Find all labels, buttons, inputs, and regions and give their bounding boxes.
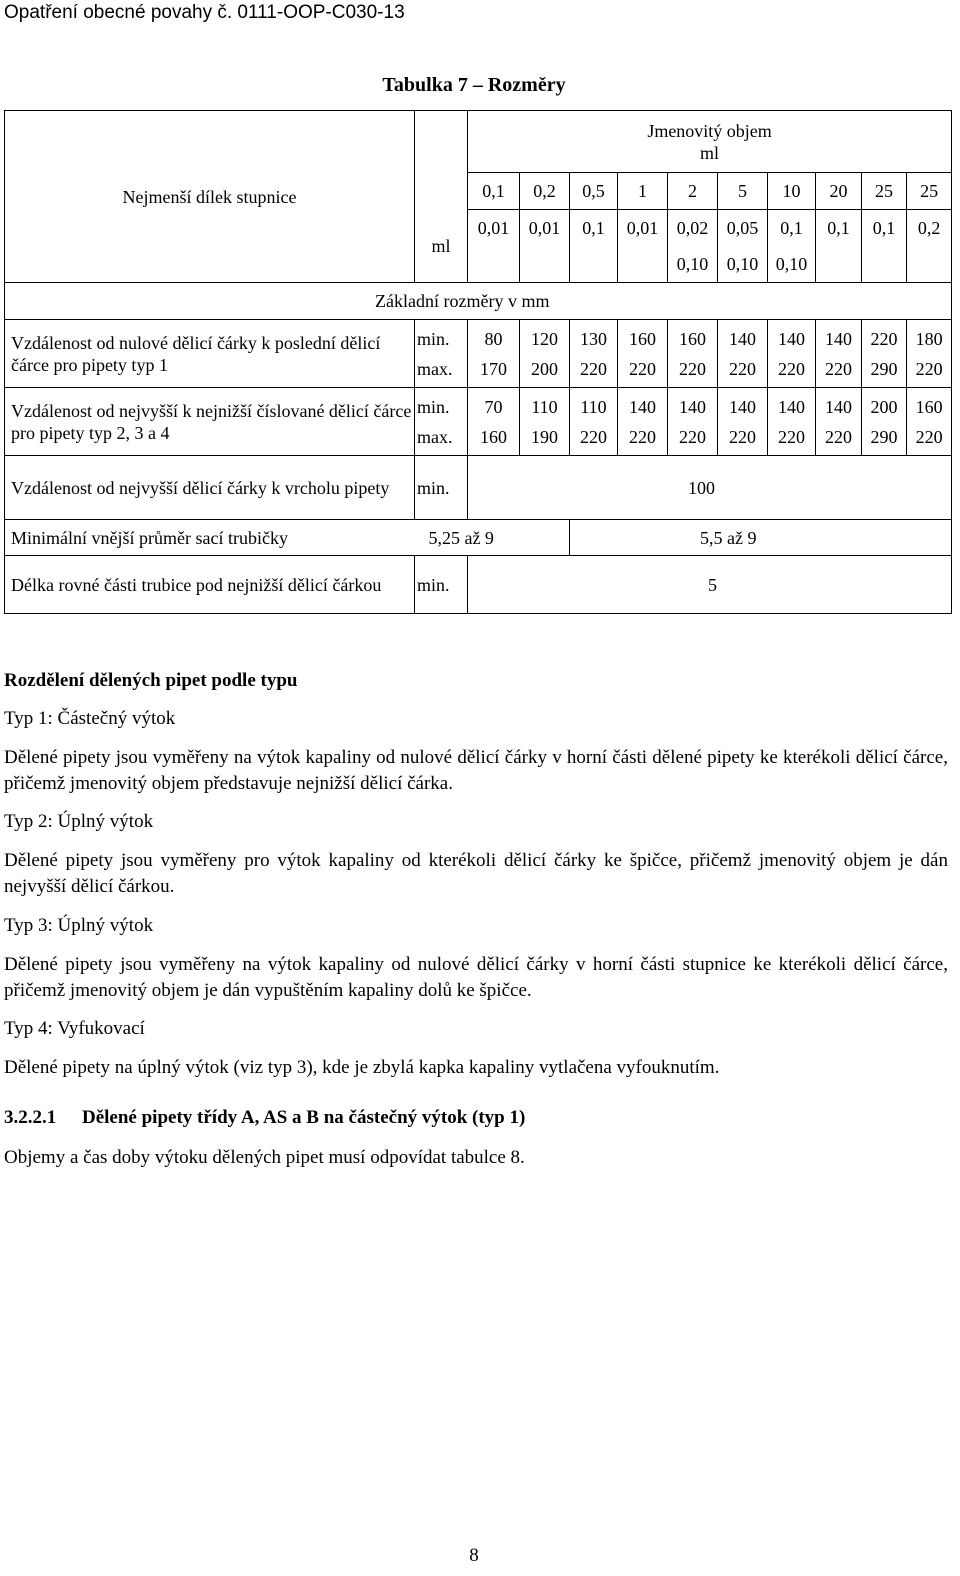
division-value: 0,1 bbox=[862, 210, 907, 247]
nominal-volume: 0,1 bbox=[468, 173, 520, 210]
nominal-volume: 0,5 bbox=[570, 173, 618, 210]
division-value: 0,02 bbox=[668, 210, 718, 247]
top-distance-value: 100 bbox=[468, 456, 952, 520]
page-number: 8 bbox=[469, 1545, 479, 1566]
section-heading: Rozdělení dělených pipet podle typu bbox=[4, 670, 298, 691]
division-alt-value: 0,10 bbox=[768, 247, 816, 283]
subsection-text: Objemy a čas doby výtoku dělených pipet musí odpovídat tabulce 8. bbox=[4, 1147, 525, 1168]
row-label: Vzdálenost od nejvyšší dělicí čárky k vrcholu pipety bbox=[5, 456, 415, 520]
type2-description: Dělené pipety jsou vyměřeny pro výtok kapaliny od kterékoli dělicí čárky ke špičce, přičemž jmenovitý objem je dán nejvyšší dělicí čárkou. bbox=[4, 850, 948, 897]
row-label: Délka rovné části trubice pod nejnižší dělicí čárkou bbox=[5, 556, 415, 614]
subsection-title: Dělené pipety třídy A, AS a B na částečný výtok (typ 1) bbox=[82, 1107, 526, 1128]
unit-cell-top bbox=[415, 111, 468, 173]
basic-dimensions-label: Základní rozměry v mm bbox=[5, 283, 952, 320]
subsection-number: 3.2.2.1 bbox=[4, 1107, 57, 1128]
unit-ml: ml bbox=[415, 210, 468, 283]
division-value: 0,1 bbox=[816, 210, 862, 247]
table-row: Vzdálenost od nulové dělicí čárky k poslední dělicí čárce pro pipety typ 1 min. max. 80 170 120 200 130 220 160 220 160 220 140 220 140 220 140 220 220 290 180 220 bbox=[5, 320, 952, 388]
type2-title: Typ 2: Úplný výtok bbox=[4, 811, 154, 832]
type1-description: Dělené pipety jsou vyměřeny na výtok kapaliny od nulové dělicí čárky v horní části dělené pipety ke kterékoli dělicí čárce, přičemž jmenovitý objem představuje nejnižší dělicí čárka. bbox=[4, 747, 948, 794]
row-label: Vzdálenost od nulové dělicí čárky k poslední dělicí čárce pro pipety typ 1 bbox=[5, 320, 415, 388]
type4-description: Dělené pipety na úplný výtok (viz typ 3), kde je zbylá kapka kapaliny vytlačena vyfouknutím. bbox=[4, 1057, 720, 1078]
type4-title: Typ 4: Vyfukovací bbox=[4, 1018, 145, 1039]
division-value: 0,01 bbox=[520, 210, 570, 247]
dimensions-table bbox=[4, 110, 952, 614]
nominal-volume: 0,2 bbox=[520, 173, 570, 210]
division-value: 0,1 bbox=[570, 210, 618, 247]
type3-description: Dělené pipety jsou vyměřeny na výtok kapaliny od nulové dělicí čárky v horní části stupnice ke kterékoli dělicí čárce, přičemž jmenovitý objem je dán vypuštěním kapaliny dolů ke špičce. bbox=[4, 954, 948, 1001]
tube-value-a: 5,25 až 9 bbox=[428, 527, 494, 548]
table-row: Vzdálenost od nejvyšší dělicí čárky k vrcholu pipety min. 100 bbox=[5, 456, 952, 520]
type1-title: Typ 1: Částečný výtok bbox=[4, 708, 176, 729]
division-value: 0,01 bbox=[618, 210, 668, 247]
division-value: 0,01 bbox=[468, 210, 520, 247]
table-row bbox=[5, 520, 952, 556]
nominal-volume: 10 bbox=[768, 173, 816, 210]
nominal-volume-header: Jmenovitý objem ml bbox=[468, 111, 952, 173]
division-value: 0,1 bbox=[768, 210, 816, 247]
nominal-volume: 1 bbox=[618, 173, 668, 210]
type3-title: Typ 3: Úplný výtok bbox=[4, 915, 154, 936]
straight-length-value: 5 bbox=[468, 556, 952, 614]
division-value: 0,2 bbox=[907, 210, 952, 247]
division-value: 0,05 bbox=[718, 210, 768, 247]
table-row: Délka rovné části trubice pod nejnižší dělicí čárkou min. 5 bbox=[5, 556, 952, 614]
nominal-volume: 25 bbox=[862, 173, 907, 210]
table-row: Vzdálenost od nejvyšší k nejnižší číslované dělicí čárce pro pipety typ 2, 3 a 4 min. max. 70 160 110 190 110 220 140 220 140 220 140 220 140 220 140 220 200 290 160 220 bbox=[5, 388, 952, 456]
nominal-volume: 2 bbox=[668, 173, 718, 210]
smallest-division-label: Nejmenší dílek stupnice bbox=[5, 111, 415, 283]
table-title: Tabulka 7 – Rozměry bbox=[382, 74, 566, 96]
tube-value-b: 5,5 až 9 bbox=[570, 520, 952, 556]
row-label: Minimální vnější průměr sací trubičky bbox=[11, 527, 288, 548]
row-label: Vzdálenost od nejvyšší k nejnižší číslované dělicí čárce pro pipety typ 2, 3 a 4 bbox=[5, 388, 415, 456]
nominal-volume: 25 bbox=[907, 173, 952, 210]
document-header: Opatření obecné povahy č. 0111-OOP-C030-13 bbox=[4, 2, 405, 23]
division-alt-value: 0,10 bbox=[718, 247, 768, 283]
nominal-volume: 5 bbox=[718, 173, 768, 210]
division-alt-value: 0,10 bbox=[668, 247, 718, 283]
nominal-volume: 20 bbox=[816, 173, 862, 210]
